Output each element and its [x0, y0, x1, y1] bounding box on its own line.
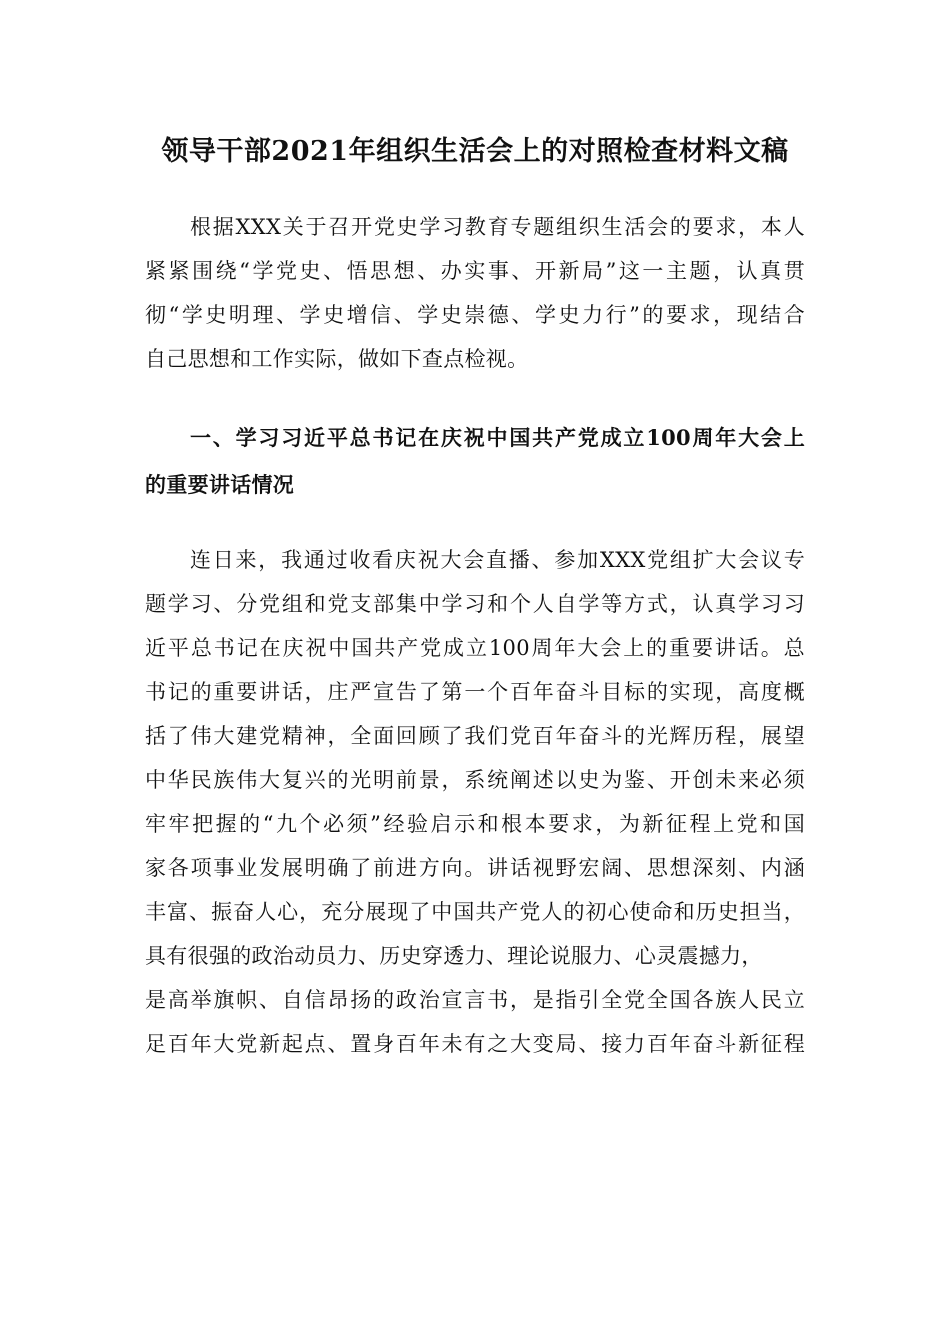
- body-line: 书记的重要讲话，庄严宣告了第一个百年奋斗目标的实现，高度概: [145, 680, 805, 704]
- body-line: 题学习、分党组和党支部集中学习和个人自学等方式，认真学习习: [145, 592, 805, 616]
- body-line: 是高举旗帜、自信昂扬的政治宣言书，是指引全党全国各族人民立: [145, 988, 805, 1012]
- document-title: 领导干部2021年组织生活会上的对照检查材料文稿: [161, 136, 789, 167]
- body-line: 具有很强的政治动员力、历史穿透力、理论说服力、心灵震撼力，: [145, 944, 763, 968]
- body-line: 牢牢把握的“九个必须”经验启示和根本要求，为新征程上党和国: [145, 812, 805, 836]
- intro-line: 自己思想和工作实际，做如下查点检视。: [145, 347, 529, 371]
- body-line: 括了伟大建党精神，全面回顾了我们党百年奋斗的光辉历程，展望: [145, 724, 805, 748]
- section-heading-line: 一、学习习近平总书记在庆祝中国共产党成立100周年大会上: [190, 425, 805, 450]
- body-line: 足百年大党新起点、置身百年未有之大变局、接力百年奋斗新征程: [145, 1032, 805, 1056]
- body-line: 近平总书记在庆祝中国共产党成立100周年大会上的重要讲话。总: [145, 636, 805, 660]
- body-line: 家各项事业发展明确了前进方向。讲话视野宏阔、思想深刻、内涵: [145, 856, 805, 880]
- intro-line: 根据XXX关于召开党史学习教育专题组织生活会的要求，本人: [190, 215, 805, 239]
- body-line: 连日来，我通过收看庆祝大会直播、参加XXX党组扩大会议专: [190, 548, 805, 572]
- section-heading-line: 的重要讲话情况: [145, 472, 295, 497]
- intro-line: 紧紧围绕“学党史、悟思想、办实事、开新局”这一主题，认真贯: [145, 259, 805, 283]
- body-line: 中华民族伟大复兴的光明前景，系统阐述以史为鉴、开创未来必须: [145, 768, 805, 792]
- body-line: 丰富、振奋人心，充分展现了中国共产党人的初心使命和历史担当，: [145, 900, 805, 924]
- intro-line: 彻“学史明理、学史增信、学史崇德、学史力行”的要求，现结合: [145, 303, 805, 327]
